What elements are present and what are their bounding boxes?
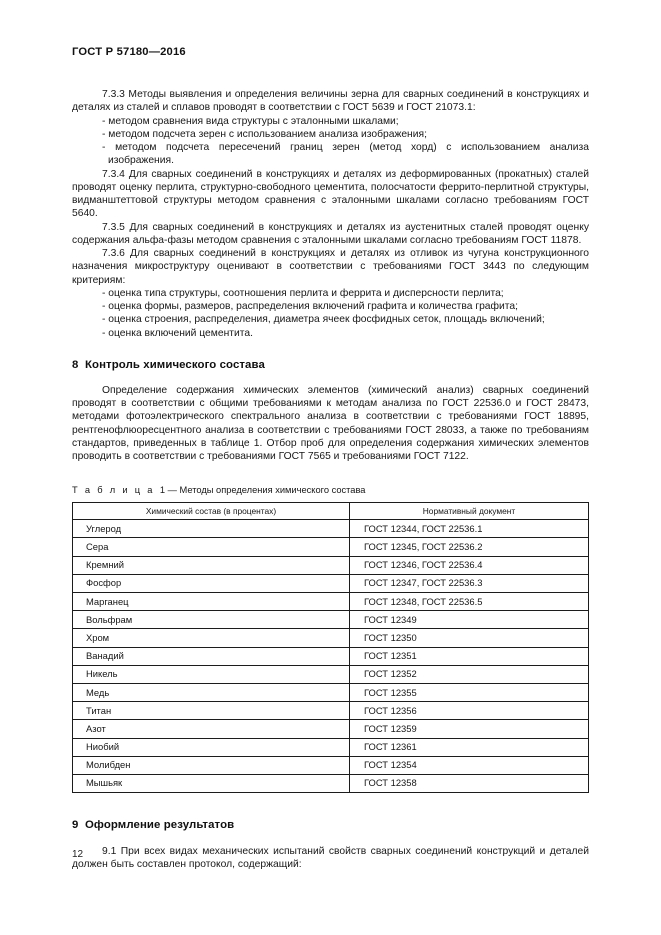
table-row	[73, 611, 589, 629]
cell-element: Медь	[73, 683, 350, 701]
table-head	[73, 503, 589, 520]
column-header-composition: Химический состав (в процентах)	[73, 503, 350, 520]
clause-7-3-6: 7.3.6 Для сварных соединений в конструкциях и деталях из отливок из чугуна конструкционного назначения микроструктуру оценивают в соответствии с требованиями ГОСТ 3443 по следующим критериям:	[72, 248, 589, 286]
table-caption-number: 1	[159, 485, 166, 496]
table-caption-dash: —	[167, 485, 177, 496]
section-9-number: 9	[72, 819, 79, 832]
cell-standard: ГОСТ 12361	[350, 738, 589, 756]
list-item: - оценка типа структуры, соотношения перлита и феррита и дисперсности перлита;	[102, 287, 504, 299]
cell-standard: ГОСТ 12358	[350, 774, 589, 792]
table-row	[73, 702, 589, 720]
section-9	[72, 819, 589, 872]
table-header-row	[73, 503, 589, 520]
page-header: ГОСТ Р 57180—2016	[72, 46, 186, 58]
list-item: - оценка включений цементита.	[102, 327, 253, 339]
cell-standard: ГОСТ 12346, ГОСТ 22536.4	[350, 556, 589, 574]
column-header-normative-document: Нормативный документ	[350, 503, 589, 520]
cell-standard: ГОСТ 12352	[350, 665, 589, 683]
cell-standard: ГОСТ 12355	[350, 683, 589, 701]
table-row	[73, 538, 589, 556]
list-item: - методом подсчета зерен с использованием анализа изображения;	[102, 128, 427, 140]
list-item-label: методом подсчета зерен с использованием анализа изображения;	[108, 128, 427, 140]
cell-element: Сера	[73, 538, 350, 556]
section-8	[72, 359, 589, 464]
section-9-body	[72, 845, 589, 872]
cell-standard: ГОСТ 12354	[350, 756, 589, 774]
list-item-label: методом сравнения вида структуры с эталонными шкалами;	[108, 115, 399, 127]
section-8-title: Контроль химического состава	[84, 358, 265, 371]
table-row	[73, 629, 589, 647]
page-number: 12	[72, 849, 84, 860]
cell-standard: ГОСТ 12348, ГОСТ 22536.5	[350, 593, 589, 611]
table-row	[73, 593, 589, 611]
clause-9-1: 9.1 При всех видах механических испытаний свойств сварных соединений конструкций и деталей должен быть составлен протокол, содержащий:	[72, 846, 589, 871]
cell-element: Марганец	[73, 593, 350, 611]
cell-standard: ГОСТ 12349	[350, 611, 589, 629]
cell-standard: ГОСТ 12350	[350, 629, 589, 647]
list-item: - оценка формы, размеров, распределения включений графита и количества графита;	[102, 301, 518, 312]
table-row	[73, 520, 589, 538]
section-8-number: 8	[72, 358, 79, 371]
section-8-body	[72, 384, 589, 464]
section-9-title: Оформление результатов	[84, 819, 235, 832]
table-1-caption	[72, 485, 589, 495]
table-row	[73, 774, 589, 792]
cell-element: Титан	[73, 702, 350, 720]
table-row	[73, 647, 589, 665]
cell-element: Вольфрам	[73, 611, 350, 629]
cell-element: Азот	[73, 720, 350, 738]
cell-standard: ГОСТ 12345, ГОСТ 22536.2	[350, 538, 589, 556]
clause-7-3-4: 7.3.4 Для сварных соединений в конструкциях и деталях из деформированных (прокатных) сталей проводят оценку перлита, структурно-свободного цементита, полосчатости феррито-перлитной структуры, видманштеттовой структуры методом сравнения с эталонными шкалами согласно требованиям ГОСТ 5640.	[72, 168, 589, 220]
cell-element: Молибден	[73, 756, 350, 774]
page-content	[72, 88, 589, 872]
section-8-paragraph: Определение содержания химических элементов (химический анализ) сварных соединений проводят в соответствии с общими требованиями к методам анализа по ГОСТ 22536.0 и ГОСТ 28473, методами фотоэлектрического спектрального анализа в соответствии с требованиями ГОСТ 18895, рентгенофлюоресцентного анализа в соответствии с требованиями ГОСТ 28033, а также по требованиям стандартов, приведенных в таблице 1. Отбор проб для определения содержания химических элементов проводить в соответствии с требованиями ГОСТ 7565 и требованиями ГОСТ 7122.	[72, 384, 589, 462]
clause-7-3-3-list	[72, 115, 589, 168]
table-row	[73, 574, 589, 592]
table-row	[73, 556, 589, 574]
section-8-heading	[72, 359, 589, 371]
cell-element: Кремний	[73, 556, 350, 574]
list-item: - оценка строения, распределения, диаметра ячеек фосфидных сеток, площадь включений;	[102, 314, 545, 326]
cell-element: Фосфор	[73, 574, 350, 592]
table-chemical-composition-methods	[72, 502, 589, 793]
list-item-label: оценка включений цементита.	[108, 327, 253, 339]
clause-7-3-6-list	[72, 287, 589, 340]
table-caption-label: Т а б л и ц а	[72, 485, 155, 496]
table-row	[73, 720, 589, 738]
cell-element: Хром	[73, 629, 350, 647]
list-item-label: оценка строения, распределения, диаметра ячеек фосфидных сеток, площадь включений;	[108, 314, 545, 326]
table-body	[73, 520, 589, 793]
table-caption-title: Методы определения химического состава	[179, 485, 366, 496]
list-item: - методом сравнения вида структуры с эталонными шкалами;	[102, 115, 399, 127]
cell-element: Углерод	[73, 520, 350, 538]
cell-element: Ванадий	[73, 647, 350, 665]
cell-standard: ГОСТ 12347, ГОСТ 22536.3	[350, 574, 589, 592]
cell-standard: ГОСТ 12351	[350, 647, 589, 665]
cell-element: Никель	[73, 665, 350, 683]
section-9-heading	[72, 819, 589, 831]
cell-standard: ГОСТ 12356	[350, 702, 589, 720]
list-item-label: оценка формы, размеров, распределения включений графита и количества графита;	[108, 301, 518, 312]
table-row	[73, 683, 589, 701]
list-item-label: оценка типа структуры, соотношения перлита и феррита и дисперсности перлита;	[108, 287, 504, 299]
table-row	[73, 738, 589, 756]
clause-7-3-5: 7.3.5 Для сварных соединений в конструкциях и деталях из аустенитных сталей проводят оценку содержания альфа-фазы методом сравнения с эталонными шкалами согласно требованиям ГОСТ 11878.	[72, 221, 589, 246]
table-row	[73, 756, 589, 774]
cell-standard: ГОСТ 12344, ГОСТ 22536.1	[350, 520, 589, 538]
cell-element: Мышьяк	[73, 774, 350, 792]
cell-standard: ГОСТ 12359	[350, 720, 589, 738]
table-row	[73, 665, 589, 683]
list-item-label: методом подсчета пересечений границ зерен (метод хорд) с использованием анализа изображения.	[108, 142, 589, 167]
clause-7-3-3: 7.3.3 Методы выявления и определения величины зерна для сварных соединений в конструкциях и деталях из сталей и сплавов проводят в соответствии с ГОСТ 5639 и ГОСТ 21073.1:	[72, 89, 589, 114]
cell-element: Ниобий	[73, 738, 350, 756]
list-item: - методом подсчета пересечений границ зерен (метод хорд) с использованием анализа изображения.	[102, 142, 589, 167]
